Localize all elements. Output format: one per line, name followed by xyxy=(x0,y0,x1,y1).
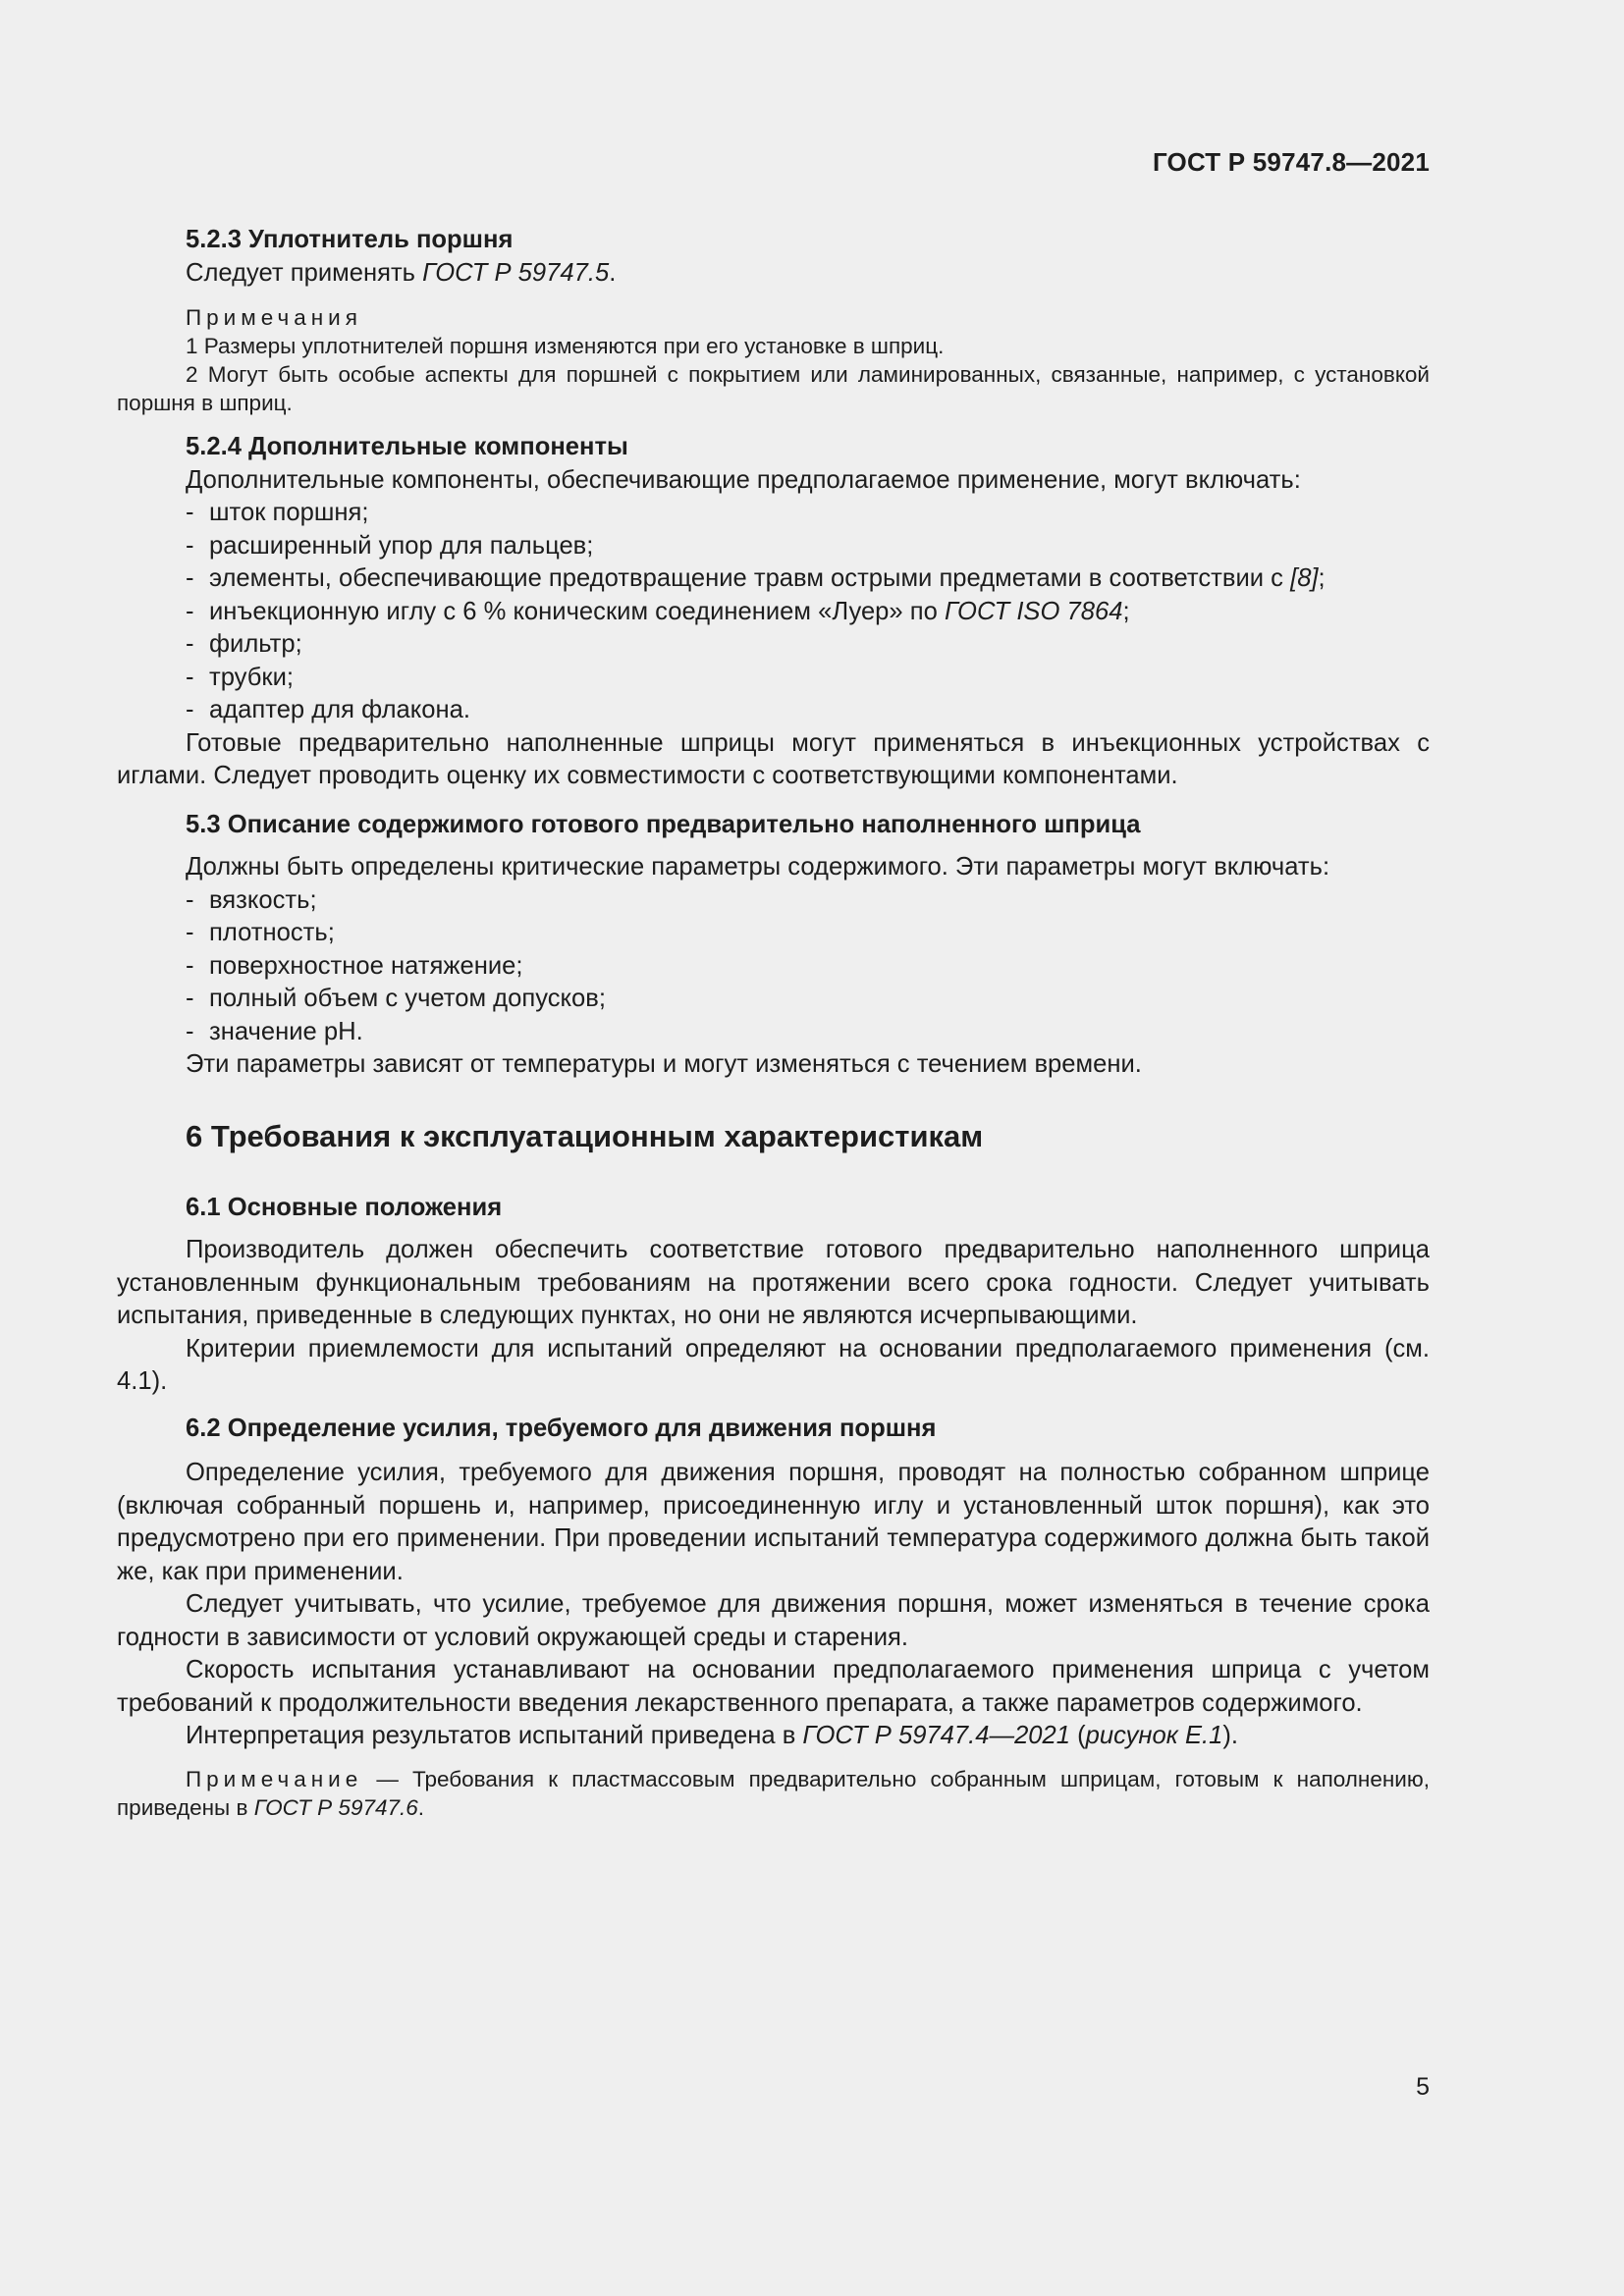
section-5-2-4-intro: Дополнительные компоненты, обеспечивающие предполагаемое применение, могут включать: xyxy=(186,465,1301,494)
text-fragment: ). xyxy=(1222,1722,1239,1749)
section-6-title: 6 Требования к эксплуатационным характеристикам xyxy=(186,1118,984,1153)
note-1: 1 Размеры уплотнителей поршня изменяются при его установке в шприц. xyxy=(186,334,945,358)
section-6-2-p4 xyxy=(117,1720,1430,1753)
section-6-2-p2: Следует учитывать, что усилие, требуемое для движения поршня, может изменяться в течение срока годности в зависимости от условий окружающей среды и старения. xyxy=(117,1590,1430,1651)
text-fragment: элементы, обеспечивающие предотвращение травм острыми предметами в соответствии с xyxy=(209,564,1291,592)
section-6-1-title: 6.1 Основные положения xyxy=(186,1193,503,1221)
standard-reference: ГОСТ ISO 7864 xyxy=(944,597,1123,625)
list-item: - расширенный упор для пальцев; xyxy=(186,530,1430,563)
page-number: 5 xyxy=(1416,2073,1430,2101)
section-6-2-note xyxy=(117,1765,1430,1822)
parameters-list xyxy=(117,884,1430,1049)
section-5-2-4-outro: Готовые предварительно наполненные шприцы могут применяться в инъекционных устройствах с иглами. Следует проводить оценку их совместимости с соответствующими компонентами. xyxy=(117,728,1430,789)
text-fragment: Интерпретация результатов испытаний приведена в xyxy=(186,1722,803,1749)
list-item: - шток поршня; xyxy=(186,497,1430,530)
text-fragment: Следует применять xyxy=(186,258,423,287)
section-5-2-3-text xyxy=(117,257,1430,291)
section-5-2-3-title: 5.2.3 Уплотнитель поршня xyxy=(186,226,514,253)
text-fragment: . xyxy=(609,258,617,287)
section-6-1-p1: Производитель должен обеспечить соответствие готового предварительно наполненного шприца установленным функциональным требованиям на протяжении всего срока годности. Следует учитывать испытания, приведенные в следующих пунктах, но они не являются исчерпывающими. xyxy=(117,1236,1430,1329)
page-content xyxy=(117,224,1430,1822)
notes-label: Примечания xyxy=(186,305,362,330)
section-5-3-intro: Должны быть определены критические параметры содержимого. Эти параметры могут включать: xyxy=(186,853,1330,881)
standard-reference: ГОСТ Р 59747.6 xyxy=(253,1794,418,1820)
section-6-2-p3: Скорость испытания устанавливают на основании предполагаемого применения шприца с учетом требований к продолжительности введения лекарственного препарата, а также параметров содержимого. xyxy=(117,1656,1430,1717)
components-list xyxy=(117,497,1430,727)
bibliography-reference: [8] xyxy=(1290,564,1319,592)
text-fragment: ; xyxy=(1122,597,1130,625)
text-fragment: ; xyxy=(1318,564,1326,592)
list-item: - значение pH. xyxy=(186,1016,1430,1049)
section-5-3-title: 5.3 Описание содержимого готового предварительно наполненного шприца xyxy=(186,810,1141,838)
list-item: - вязкость; xyxy=(186,884,1430,918)
list-item xyxy=(186,596,1430,629)
list-item: - плотность; xyxy=(186,917,1430,950)
text-fragment: ( xyxy=(1070,1722,1086,1749)
list-item: - адаптер для флакона. xyxy=(186,694,1430,727)
section-6-2-p1: Определение усилия, требуемого для движения поршня, проводят на полностью собранном шприце (включая собранный поршень и, например, присоединенную иглу и установленный шток поршня), как это предусмотрено при его применении. При проведении испытаний температура содержимого должна быть такой же, как при применении. xyxy=(117,1459,1430,1585)
text-fragment: . xyxy=(417,1794,425,1820)
standard-reference: ГОСТ Р 59747.5 xyxy=(422,258,610,287)
standard-reference: ГОСТ Р 59747.4—2021 xyxy=(802,1722,1071,1749)
section-5-3-outro: Эти параметры зависят от температуры и могут изменяться с течением времени. xyxy=(186,1050,1142,1078)
section-6-1-p2: Критерии приемлемости для испытаний определяют на основании предполагаемого применения (см. 4.1). xyxy=(117,1334,1430,1395)
list-item xyxy=(186,562,1430,596)
text-fragment: инъекционную иглу с 6 % коническим соединением «Луер» по xyxy=(209,597,945,625)
list-item: - трубки; xyxy=(186,662,1430,695)
note-2: 2 Могут быть особые аспекты для поршней с покрытием или ламинированных, связанные, например, с установкой поршня в шприц. xyxy=(117,362,1430,415)
section-5-2-4-title: 5.2.4 Дополнительные компоненты xyxy=(186,433,628,460)
figure-reference: рисунок Е.1 xyxy=(1085,1722,1223,1749)
list-item: - полный объем с учетом допусков; xyxy=(186,983,1430,1016)
list-item: - поверхностное натяжение; xyxy=(186,950,1430,984)
section-6-2-title: 6.2 Определение усилия, требуемого для движения поршня xyxy=(186,1414,937,1442)
list-item: - фильтр; xyxy=(186,628,1430,662)
text-fragment: Требования к пластмассовым предварительно собранным шприцам, готовым к наполнению, приведены в xyxy=(117,1766,1430,1820)
text-fragment: — xyxy=(362,1766,413,1791)
note-label: Примечание xyxy=(186,1766,363,1791)
document-id-header: ГОСТ Р 59747.8—2021 xyxy=(1152,147,1430,177)
